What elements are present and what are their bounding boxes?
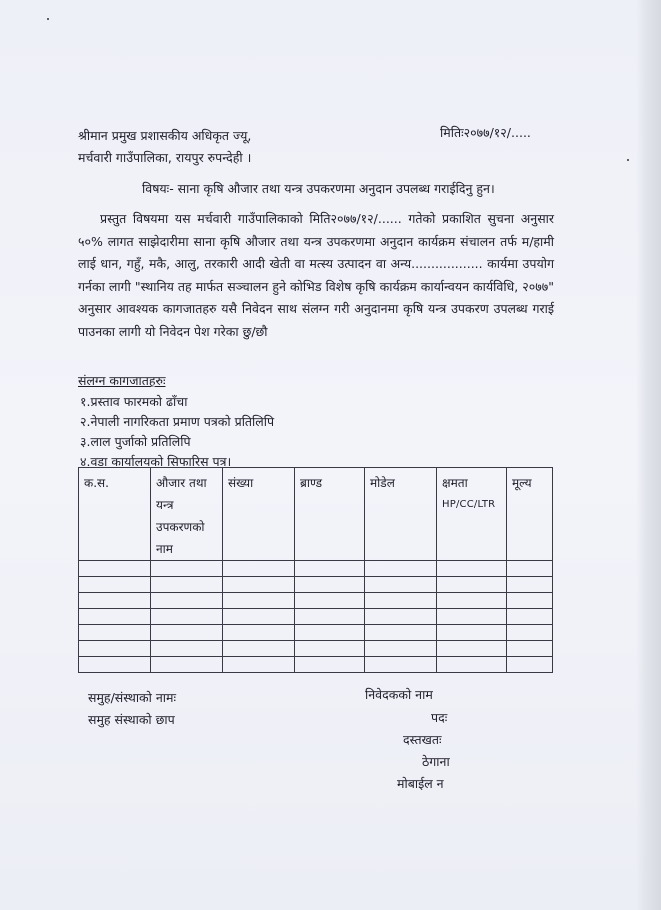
header-brand: ब्राण्ड bbox=[295, 468, 365, 561]
table-row bbox=[79, 625, 553, 641]
letter-date: मितिः२०७७/१२/..... bbox=[440, 125, 531, 140]
table-cell bbox=[223, 609, 295, 625]
table-cell bbox=[295, 625, 365, 641]
attachments-title: संलग्न कागजातहरुः bbox=[78, 373, 166, 388]
applicant-name-label: निवेदकको नाम bbox=[365, 687, 433, 702]
attachment-item-4: ४.वडा कार्यालयको सिफारिस पत्र। bbox=[80, 454, 232, 469]
signature-label: दस्तखतः bbox=[403, 732, 442, 747]
header-capacity-units: HP/CC/LTR bbox=[442, 499, 496, 510]
table-cell bbox=[507, 593, 553, 609]
table-cell bbox=[223, 577, 295, 593]
table-cell bbox=[437, 593, 507, 609]
table-cell bbox=[295, 577, 365, 593]
table-cell bbox=[79, 657, 151, 673]
table-cell bbox=[437, 577, 507, 593]
table-cell bbox=[151, 625, 223, 641]
header-capacity bbox=[437, 468, 507, 561]
equipment-table bbox=[78, 467, 553, 673]
table-row bbox=[79, 593, 553, 609]
table-cell bbox=[507, 657, 553, 673]
table-cell bbox=[151, 657, 223, 673]
header-serial: क.स. bbox=[79, 468, 151, 561]
address-label: ठेगाना bbox=[422, 754, 450, 769]
table-header-row bbox=[79, 468, 553, 561]
table-cell bbox=[151, 561, 223, 577]
table-body bbox=[79, 561, 553, 673]
table-cell bbox=[365, 657, 437, 673]
table-cell bbox=[151, 609, 223, 625]
header-quantity: संख्या bbox=[223, 468, 295, 561]
scan-speck bbox=[47, 18, 49, 20]
table-cell bbox=[223, 593, 295, 609]
table-cell bbox=[295, 593, 365, 609]
recipient-line-2: मर्चवारी गाउँपालिका, रायपुर रुपन्देही । bbox=[78, 150, 252, 165]
table-cell bbox=[437, 561, 507, 577]
table-cell bbox=[79, 561, 151, 577]
table-cell bbox=[437, 657, 507, 673]
table-cell bbox=[223, 625, 295, 641]
page-edge-shadow bbox=[636, 0, 661, 910]
table-cell bbox=[507, 609, 553, 625]
header-equipment-name: औजार तथा यन्त्र उपकरणको नाम bbox=[151, 468, 223, 561]
table-cell bbox=[437, 625, 507, 641]
mobile-label: मोबाईल न bbox=[397, 776, 444, 791]
table-cell bbox=[295, 609, 365, 625]
table-cell bbox=[365, 577, 437, 593]
table-cell bbox=[365, 593, 437, 609]
table-cell bbox=[79, 593, 151, 609]
recipient-line-1: श्रीमान प्रमुख प्रशासकीय अधिकृत ज्यू, bbox=[78, 128, 252, 143]
letter-subject: विषयः- साना कृषि औजार तथा यन्त्र उपकरणमा अनुदान उपलब्ध गराईदिनु हुन। bbox=[142, 181, 495, 196]
table-cell bbox=[223, 657, 295, 673]
table-cell bbox=[365, 561, 437, 577]
table-cell bbox=[151, 641, 223, 657]
table-row bbox=[79, 657, 553, 673]
table-cell bbox=[507, 577, 553, 593]
table-cell bbox=[365, 609, 437, 625]
group-seal-label: समुह संस्थाको छाप bbox=[88, 712, 175, 727]
table-cell bbox=[223, 641, 295, 657]
table-cell bbox=[79, 641, 151, 657]
table-cell bbox=[507, 625, 553, 641]
table-cell bbox=[151, 577, 223, 593]
group-name-label: समुह/संस्थाको नामः bbox=[88, 690, 177, 705]
table-cell bbox=[151, 593, 223, 609]
table-cell bbox=[223, 561, 295, 577]
table-cell bbox=[437, 641, 507, 657]
table-row bbox=[79, 641, 553, 657]
table-cell bbox=[295, 641, 365, 657]
scan-speck bbox=[627, 159, 629, 161]
table-cell bbox=[79, 609, 151, 625]
table-cell bbox=[365, 625, 437, 641]
table-cell bbox=[295, 561, 365, 577]
attachment-item-1: १.प्रस्ताव फारमको ढाँचा bbox=[80, 394, 188, 409]
table-row bbox=[79, 561, 553, 577]
table-cell bbox=[79, 625, 151, 641]
header-capacity-label: क्षमता bbox=[442, 476, 468, 490]
attachment-item-3: ३.लाल पुर्जाको प्रतिलिपि bbox=[80, 434, 191, 449]
table-row bbox=[79, 577, 553, 593]
table-cell bbox=[365, 641, 437, 657]
table-cell bbox=[507, 641, 553, 657]
table-cell bbox=[507, 561, 553, 577]
header-price: मूल्य bbox=[507, 468, 553, 561]
table-row bbox=[79, 609, 553, 625]
table-cell bbox=[295, 657, 365, 673]
header-model: मोडेल bbox=[365, 468, 437, 561]
table-cell bbox=[437, 609, 507, 625]
letter-body: प्रस्तुत विषयमा यस मर्चवारी गाउँपालिकाको मिति२०७७/१२/...... गतेको प्रकाशित सुचना अनुसार ५०% लागत साझेदारीमा साना कृषि औजार तथा यन्त्र उपकरणमा अनुदान कार्यक्रम संचालन तर्फ म/हामी लाई धान, गहुँ, मकै, आलु, तरकारी आदी खेती वा मत्स्य उत्पादन वा अन्य.................. कार्यमा उपयोग गर्नका लागी "स्थानिय तह मार्फत सञ्चालन हुने कोभिड विशेष कृषि कार्यक्रम कार्यान्वयन कार्यविधि, २०७७" अनुसार आवश्यक कागजातहरु यसै निवेदन साथ संलग्न गरी अनुदानमा कृषि यन्त्र उपकरण उपलब्ध गराई पाउनका लागी यो निवेदन पेश गरेका छु/छौ bbox=[78, 211, 554, 339]
table-cell bbox=[79, 577, 151, 593]
position-label: पदः bbox=[431, 710, 448, 725]
attachment-item-2: २.नेपाली नागरिकता प्रमाण पत्रको प्रतिलिपि bbox=[80, 414, 275, 429]
